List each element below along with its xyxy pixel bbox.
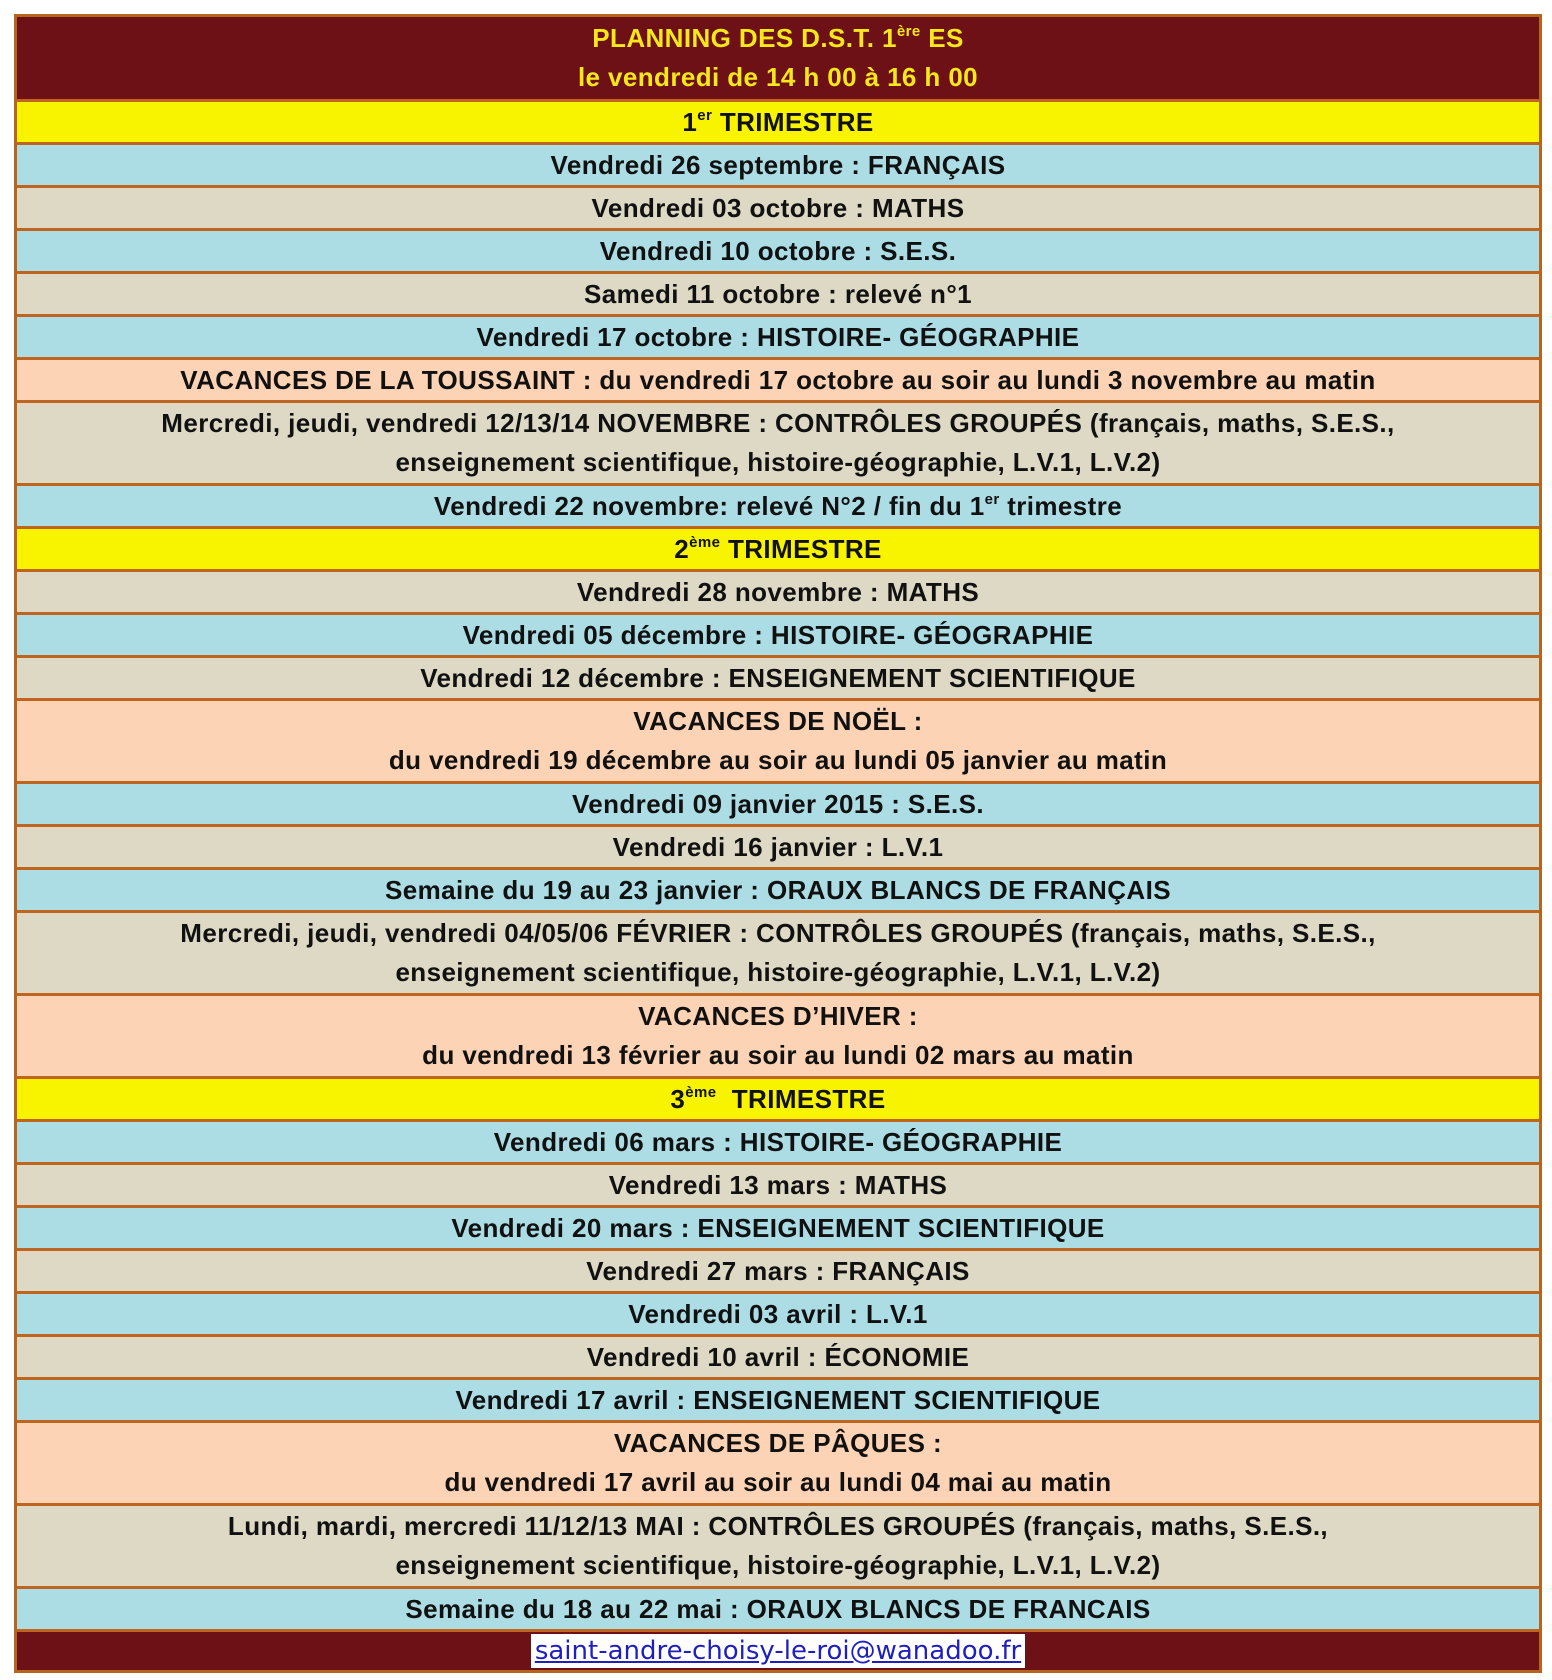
exam-row: Vendredi 03 octobre : MATHS	[17, 188, 1539, 231]
trimester-2-heading: 2ème TRIMESTRE	[17, 529, 1539, 572]
trimester-3-heading: 3ème TRIMESTRE	[17, 1079, 1539, 1122]
planning-header	[17, 17, 1539, 102]
exam-row: Vendredi 17 octobre : HISTOIRE- GÉOGRAPHIE	[17, 317, 1539, 360]
exam-row: Vendredi 03 avril : L.V.1	[17, 1294, 1539, 1337]
planning-title: PLANNING DES D.S.T. 1ère ES	[592, 23, 964, 53]
exam-row: Vendredi 09 janvier 2015 : S.E.S.	[17, 784, 1539, 827]
planning-schedule: le vendredi de 14 h 00 à 16 h 00	[577, 62, 979, 92]
exam-row: Vendredi 26 septembre : FRANÇAIS	[17, 145, 1539, 188]
grouped-exams-row: Mercredi, jeudi, vendredi 04/05/06 FÉVRIER : CONTRÔLES GROUPÉS (français, maths, S.E.S., enseignement scientifique, histoire-géographie, L.V.1, L.V.2)	[17, 913, 1539, 996]
exam-row: Vendredi 12 décembre : ENSEIGNEMENT SCIENTIFIQUE	[17, 658, 1539, 701]
exam-row: Vendredi 27 mars : FRANÇAIS	[17, 1251, 1539, 1294]
email-link[interactable]: saint-andre-choisy-le-roi@wanadoo.fr	[531, 1634, 1025, 1668]
holiday-row: VACANCES DE NOËL : du vendredi 19 décembre au soir au lundi 05 janvier au matin	[17, 701, 1539, 784]
grouped-exams-row: Lundi, mardi, mercredi 11/12/13 MAI : CONTRÔLES GROUPÉS (français, maths, S.E.S., enseignement scientifique, histoire-géographie, L.V.1, L.V.2)	[17, 1506, 1539, 1589]
exam-row: Vendredi 17 avril : ENSEIGNEMENT SCIENTIFIQUE	[17, 1380, 1539, 1423]
exam-row: Vendredi 13 mars : MATHS	[17, 1165, 1539, 1208]
oral-exam-row: Semaine du 18 au 22 mai : ORAUX BLANCS DE FRANCAIS	[17, 1589, 1539, 1632]
oral-exam-row: Semaine du 19 au 23 janvier : ORAUX BLANCS DE FRANÇAIS	[17, 870, 1539, 913]
exam-row: Vendredi 10 avril : ÉCONOMIE	[17, 1337, 1539, 1380]
report-row: Samedi 11 octobre : relevé n°1	[17, 274, 1539, 317]
report-row: Vendredi 22 novembre: relevé N°2 / fin du 1er trimestre	[17, 486, 1539, 529]
exam-row: Vendredi 10 octobre : S.E.S.	[17, 231, 1539, 274]
holiday-row: VACANCES DE LA TOUSSAINT : du vendredi 17 octobre au soir au lundi 3 novembre au matin	[17, 360, 1539, 403]
holiday-row: VACANCES D’HIVER : du vendredi 13 février au soir au lundi 02 mars au matin	[17, 996, 1539, 1079]
exam-row: Vendredi 28 novembre : MATHS	[17, 572, 1539, 615]
trimester-1-heading: 1er TRIMESTRE	[17, 102, 1539, 145]
exam-row: Vendredi 06 mars : HISTOIRE- GÉOGRAPHIE	[17, 1122, 1539, 1165]
grouped-exams-row: Mercredi, jeudi, vendredi 12/13/14 NOVEMBRE : CONTRÔLES GROUPÉS (français, maths, S.E.S., enseignement scientifique, histoire-géographie, L.V.1, L.V.2)	[17, 403, 1539, 486]
footer-bar	[17, 1632, 1539, 1670]
exam-row: Vendredi 05 décembre : HISTOIRE- GÉOGRAPHIE	[17, 615, 1539, 658]
holiday-row: VACANCES DE PÂQUES : du vendredi 17 avril au soir au lundi 04 mai au matin	[17, 1423, 1539, 1506]
exam-row: Vendredi 16 janvier : L.V.1	[17, 827, 1539, 870]
dst-planning-table	[14, 14, 1542, 1673]
exam-row: Vendredi 20 mars : ENSEIGNEMENT SCIENTIFIQUE	[17, 1208, 1539, 1251]
